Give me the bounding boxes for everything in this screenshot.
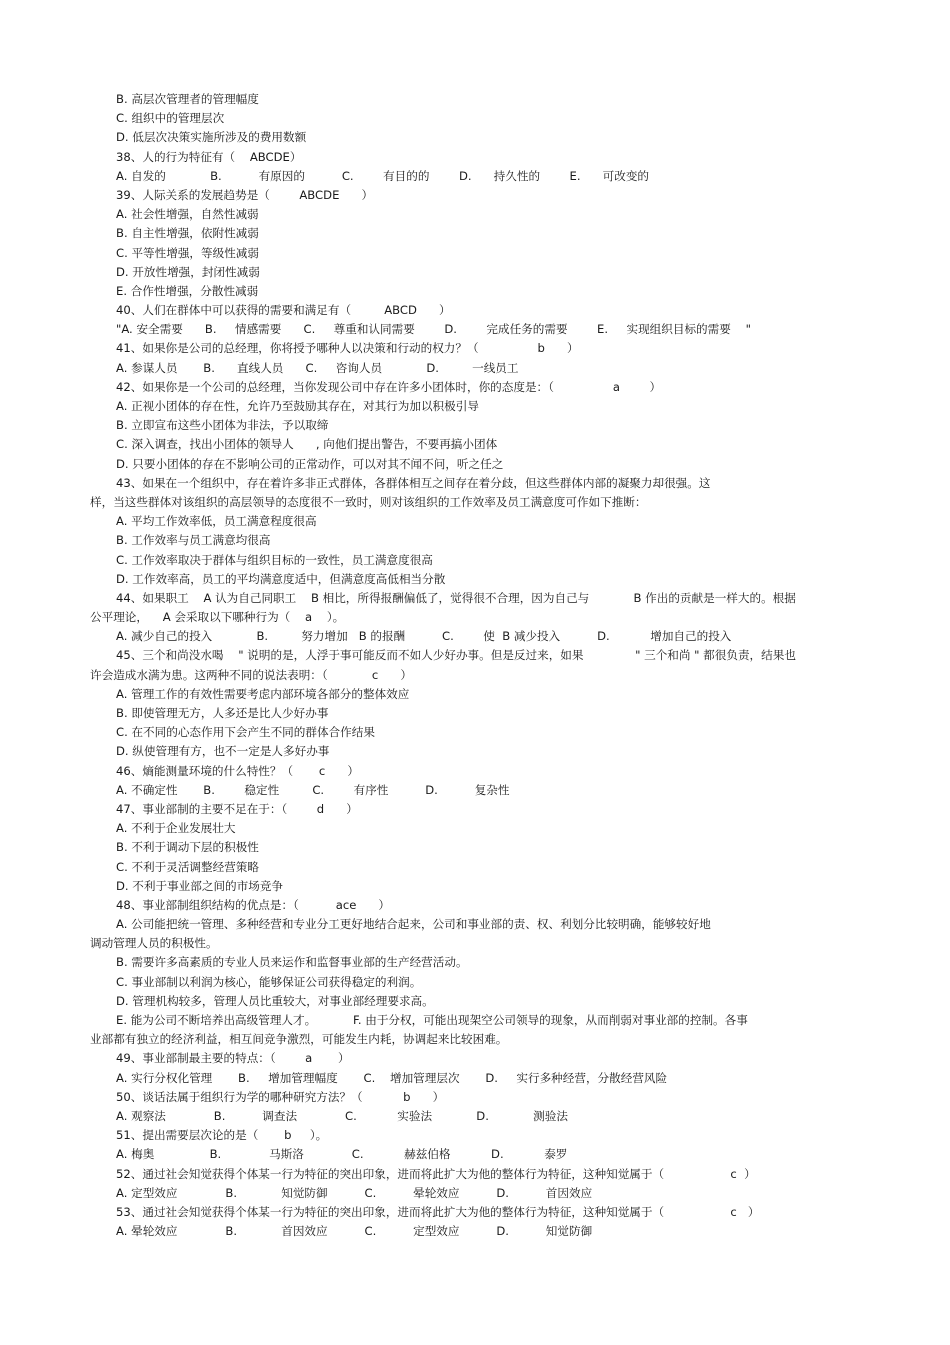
text-line: 44、如果职工 A 认为自己同职工 B 相比，所得报酬偏低了，觉得很不合理，因为自己与 B 作出的贡献是一样大的。根据 [116,590,796,605]
text-line: A. 晕轮效应 B. 首因效应 C. 定型效应 D. 知觉防御 [116,1224,593,1239]
text-line: 43、如果在一个组织中，存在着许多非正式群体，各群体相互之间存在着分歧，但这些群体内部的凝聚力却很强。这 [116,475,711,490]
text-line: D. 开放性增强，封闭性减弱 [116,264,260,279]
text-line: 47、事业部制的主要不足在于：（ d ） [116,801,358,816]
text-line: A. 观察法 B. 调查法 C. 实验法 D. 测验法 [116,1108,568,1123]
text-line: 46、熵能测量环境的什么特性？（ c ） [116,763,359,778]
text-line: A. 梅奥 B. 马斯洛 C. 赫兹伯格 D. 泰罗 [116,1147,568,1162]
text-line: 51、提出需要层次论的是（ b ）。 [116,1128,328,1143]
text-line: C. 深入调查，找出小团体的领导人 , 向他们提出警告，不要再搞小团体 [116,437,498,452]
text-line: A. 社会性增强，自然性减弱 [116,207,259,222]
text-line: C. 工作效率取决于群体与组织目标的一致性，员工满意度很高 [116,552,433,567]
text-line: B. 高层次管理者的管理幅度 [116,92,259,106]
text-line: 52、通过社会知觉获得个体某一行为特征的突出印象，进而将此扩大为他的整体行为特征，这种知觉属于（ c ） [116,1166,756,1181]
text-line: D. 低层次决策实施所涉及的费用数额 [116,130,307,145]
text-line: A. 平均工作效率低，员工满意程度很高 [116,514,317,529]
text-line: C. 组织中的管理层次 [116,111,225,126]
text-line: D. 不利于事业部之间的市场竞争 [116,878,284,893]
document-body [0,90,950,1241]
text-line: 38、人的行为特征有（ ABCDE） [116,149,302,164]
text-line: C. 不利于灵活调整经营策略 [116,859,259,874]
text-line: D. 工作效率高，员工的平均满意度适中，但满意度高低相当分散 [116,571,446,586]
text-line: E. 合作性增强，分散性减弱 [116,283,259,298]
text-line: 许会造成水满为患。这两种不同的说法表明：（ c ） [90,667,412,682]
text-line: B. 即使管理无方，人多还是比人少好办事 [116,706,329,720]
text-line: 41、如果你是公司的总经理，你将授予哪种人以决策和行动的权力？（ b ） [116,341,579,356]
text-line: B. 不利于调动下层的积极性 [116,840,259,855]
text-line: B. 自主性增强，依附性减弱 [116,226,259,241]
text-line: A. 不确定性 B. 稳定性 C. 有序性 D. 复杂性 [116,782,510,797]
text-line: C. 在不同的心态作用下会产生不同的群体合作结果 [116,725,375,740]
text-line: A. 减少自己的投入 B. 努力增加 B 的报酬 C. 使 B 减少投入 D. 增加自己的投入 [116,629,732,644]
text-line: D. 纵使管理有方，也不一定是人多好办事 [116,744,330,759]
text-line: 53、通过社会知觉获得个体某一行为特征的突出印象，进而将此扩大为他的整体行为特征，这种知觉属于（ c ） [116,1204,760,1219]
text-line: 40、人们在群体中可以获得的需要和满足有（ ABCD ） [116,303,451,318]
text-line: E. 能为公司不断培养出高级管理人才。 F. 由于分权，可能出现架空公司领导的现象，从而削弱对事业部的控制。各事 [116,1013,748,1027]
text-line: 49、事业部制最主要的特点：（ a ） [116,1051,350,1066]
text-line: A. 参谋人员 B. 直线人员 C. 咨询人员 D. 一线员工 [116,360,519,375]
text-line: A. 正视小团体的存在性，允许乃至鼓励其存在，对其行为加以积极引导 [116,399,479,413]
text-line: 调动管理人员的积极性。 [90,936,218,951]
text-line: 公平理论， A 会采取以下哪种行为（ a ）。 [90,610,345,625]
text-line: A. 不利于企业发展壮大 [116,821,236,836]
text-line: A. 定型效应 B. 知觉防御 C. 晕轮效应 D. 首因效应 [116,1185,593,1200]
text-line: B. 需要许多高素质的专业人员来运作和监督事业部的生产经营活动。 [116,955,468,970]
text-line: B. 立即宣布这些小团体为非法，予以取缔 [116,418,329,433]
text-line: 样，当这些群体对该组织的高层领导的态度很不一致时，则对该组织的工作效率及员工满意度可作如下推断： [90,494,647,509]
text-line: "A. 安全需要 B. 情感需要 C. 尊重和认同需要 D. 完成任务的需要 E. 实现组织目标的需要 " [116,322,751,337]
text-line: D. 管理机构较多，管理人员比重较大，对事业部经理要求高。 [116,993,434,1008]
text-line: 45、三个和尚没水喝 " 说明的是，人浮于事可能反而不如人少好办事。但是反过来，如果 " 三个和尚 " 都很负责，结果也 [116,648,796,663]
text-line: D. 只要小团体的存在不影响公司的正常动作，可以对其不闻不问，听之任之 [116,456,504,471]
text-line: 48、事业部制组织结构的优点是：（ ace ） [116,897,391,912]
text-line: A. 自发的 B. 有原因的 C. 有目的的 D. 持久性的 E. 可改变的 [116,168,650,183]
text-line: 50、谈话法属于组织行为学的哪种研究方法？（ b ） [116,1089,445,1104]
text-line: 39、人际关系的发展趋势是（ ABCDE ） [116,187,374,202]
text-line: B. 工作效率与员工满意均很高 [116,533,271,548]
text-line: 42、如果你是一个公司的总经理，当你发现公司中存在许多小团体时，你的态度是：（ a ） [116,379,662,394]
text-line: A. 实行分权化管理 B. 增加管理幅度 C. 增加管理层次 D. 实行多种经营，分散经营风险 [116,1070,668,1085]
text-line: 业部都有独立的经济利益，相互间竞争激烈，可能发生内耗，协调起来比较困难。 [90,1032,508,1047]
text-line: A. 公司能把统一管理、多种经营和专业分工更好地结合起来，公司和事业部的责、权、利划分比较明确，能够较好地 [116,917,711,932]
text-line: C. 平等性增强，等级性减弱 [116,245,259,260]
text-line: C. 事业部制以利润为核心，能够保证公司获得稳定的利润。 [116,974,422,989]
text-line: A. 管理工作的有效性需要考虑内部环境各部分的整体效应 [116,686,410,701]
